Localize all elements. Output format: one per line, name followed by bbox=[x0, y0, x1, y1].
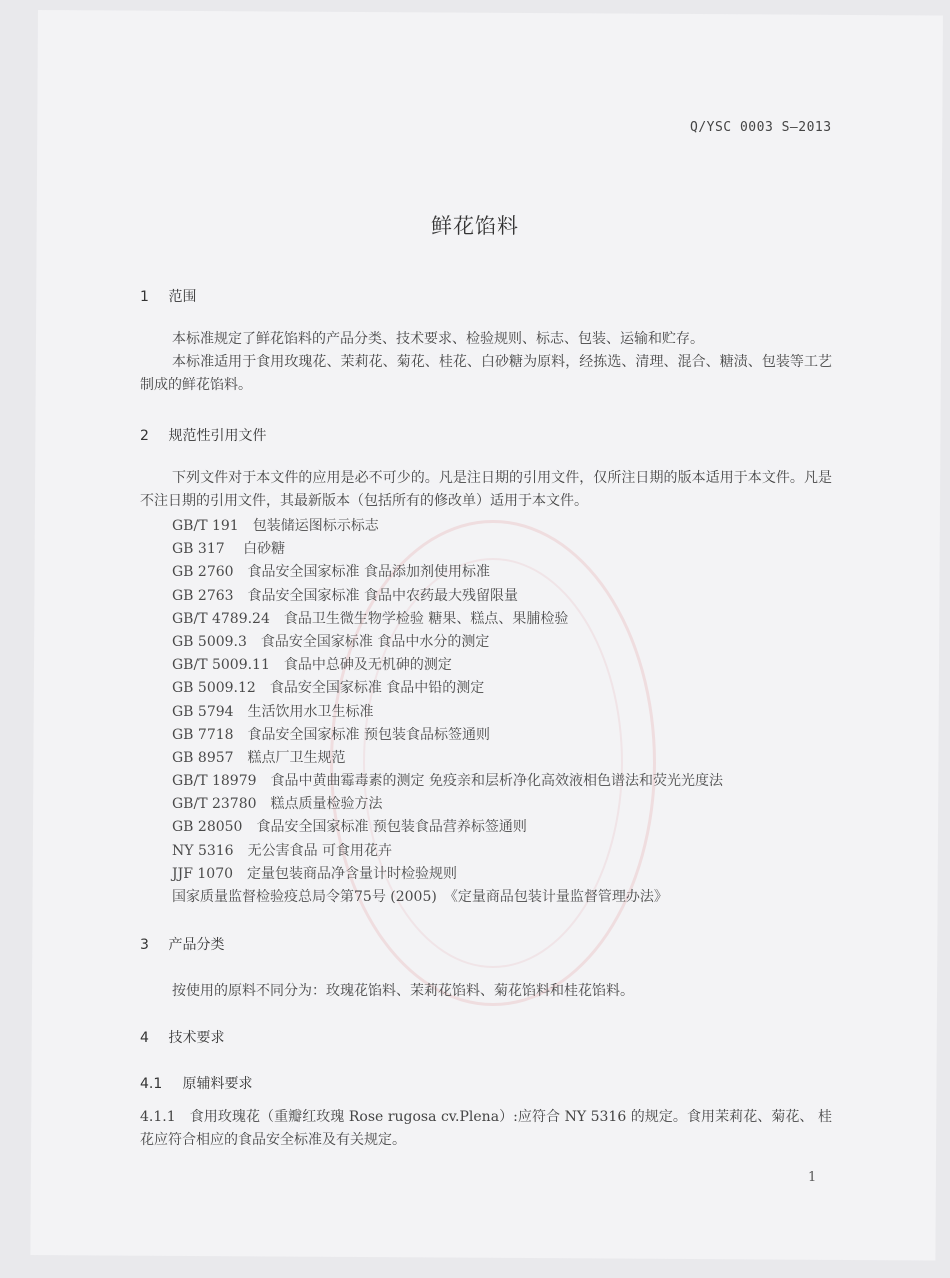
document-code: Q/YSC 0003 S—2013 bbox=[690, 120, 832, 135]
reference-item: GB 5009.12 食品安全国家标准 食品中铅的测定 bbox=[172, 680, 485, 697]
section-number: 3 bbox=[140, 937, 149, 953]
reference-item: GB 5009.3 食品安全国家标准 食品中水分的测定 bbox=[172, 633, 490, 650]
reference-item: GB 28050 食品安全国家标准 预包装食品营养标签通则 bbox=[172, 819, 527, 836]
section-heading-scope bbox=[140, 286, 196, 306]
paragraph-classification: 按使用的原料不同分为：玫瑰花馅料、茉莉花馅料、菊花馅料和桂花馅料。 bbox=[172, 983, 634, 999]
reference-item: GB 7718 食品安全国家标准 预包装食品标签通则 bbox=[172, 726, 490, 743]
paragraph-scope-2: 本标准适用于食用玫瑰花、茉莉花、菊花、桂花、白砂糖为原料，经拣选、清理、混合、糖渍、包装等工艺制成的鲜花馅料。 bbox=[140, 354, 832, 393]
reference-item: GB/T 4789.24 食品卫生微生物学检验 糖果、糕点、果脯检验 bbox=[172, 610, 569, 627]
subsection-heading-raw-materials bbox=[140, 1073, 252, 1093]
reference-item: GB 5794 生活饮用水卫生标准 bbox=[172, 703, 374, 720]
reference-item: NY 5316 无公害食品 可食用花卉 bbox=[172, 842, 393, 859]
reference-item: JJF 1070 定量包装商品净含量计时检验规则 bbox=[172, 865, 458, 882]
section-title: 产品分类 bbox=[168, 937, 225, 953]
section-heading-classification bbox=[140, 934, 224, 954]
section-title: 原辅料要求 bbox=[182, 1076, 253, 1092]
reference-item: GB/T 23780 糕点质量检验方法 bbox=[172, 796, 383, 813]
section-number: 1 bbox=[140, 289, 149, 305]
reference-item: GB/T 18979 食品中黄曲霉毒素的测定 免疫亲和层析净化高效液相色谱法和荧光光度法 bbox=[172, 773, 723, 790]
section-title: 规范性引用文件 bbox=[168, 428, 267, 444]
reference-item: GB 317 白砂糖 bbox=[172, 541, 286, 558]
reference-item: GB 8957 糕点厂卫生规范 bbox=[172, 749, 346, 766]
section-heading-references bbox=[140, 425, 266, 445]
reference-item: GB/T 5009.11 食品中总砷及无机砷的测定 bbox=[172, 657, 452, 674]
paragraph-references-intro: 下列文件对于本文件的应用是必不可少的。凡是注日期的引用文件，仅所注日期的版本适用于本文件。凡是不注日期的引用文件，其最新版本（包括所有的修改单）适用于本文件。 bbox=[140, 470, 832, 509]
page-title: 鲜花馅料 bbox=[431, 214, 519, 238]
reference-item: GB 2760 食品安全国家标准 食品添加剂使用标准 bbox=[172, 564, 490, 581]
paragraph-scope-1: 本标准规定了鲜花馅料的产品分类、技术要求、检验规则、标志、包装、运输和贮存。 bbox=[172, 331, 704, 347]
page-number: 1 bbox=[808, 1170, 817, 1185]
reference-item: GB 2763 食品安全国家标准 食品中农药最大残留限量 bbox=[172, 587, 518, 604]
section-number: 4.1 bbox=[140, 1076, 163, 1092]
section-number: 4 bbox=[140, 1030, 149, 1046]
reference-item: GB/T 191 包装储运图标示标志 bbox=[172, 518, 379, 534]
paragraph-4-1-1: 4.1.1 食用玫瑰花（重瓣红玫瑰 Rose rugosa cv.Plena）:应符合 NY 5316 的规定。食用茉莉花、菊花、 桂花应符合相应的食品安全标准及有关规定。 bbox=[140, 1109, 832, 1148]
reference-item: 国家质量监督检验疫总局令第75号 (2005) 《定量商品包装计量监督管理办法》 bbox=[172, 889, 668, 905]
section-heading-requirements bbox=[140, 1027, 224, 1047]
section-title: 技术要求 bbox=[168, 1030, 225, 1046]
section-title: 范围 bbox=[168, 289, 197, 305]
section-number: 2 bbox=[140, 428, 149, 444]
